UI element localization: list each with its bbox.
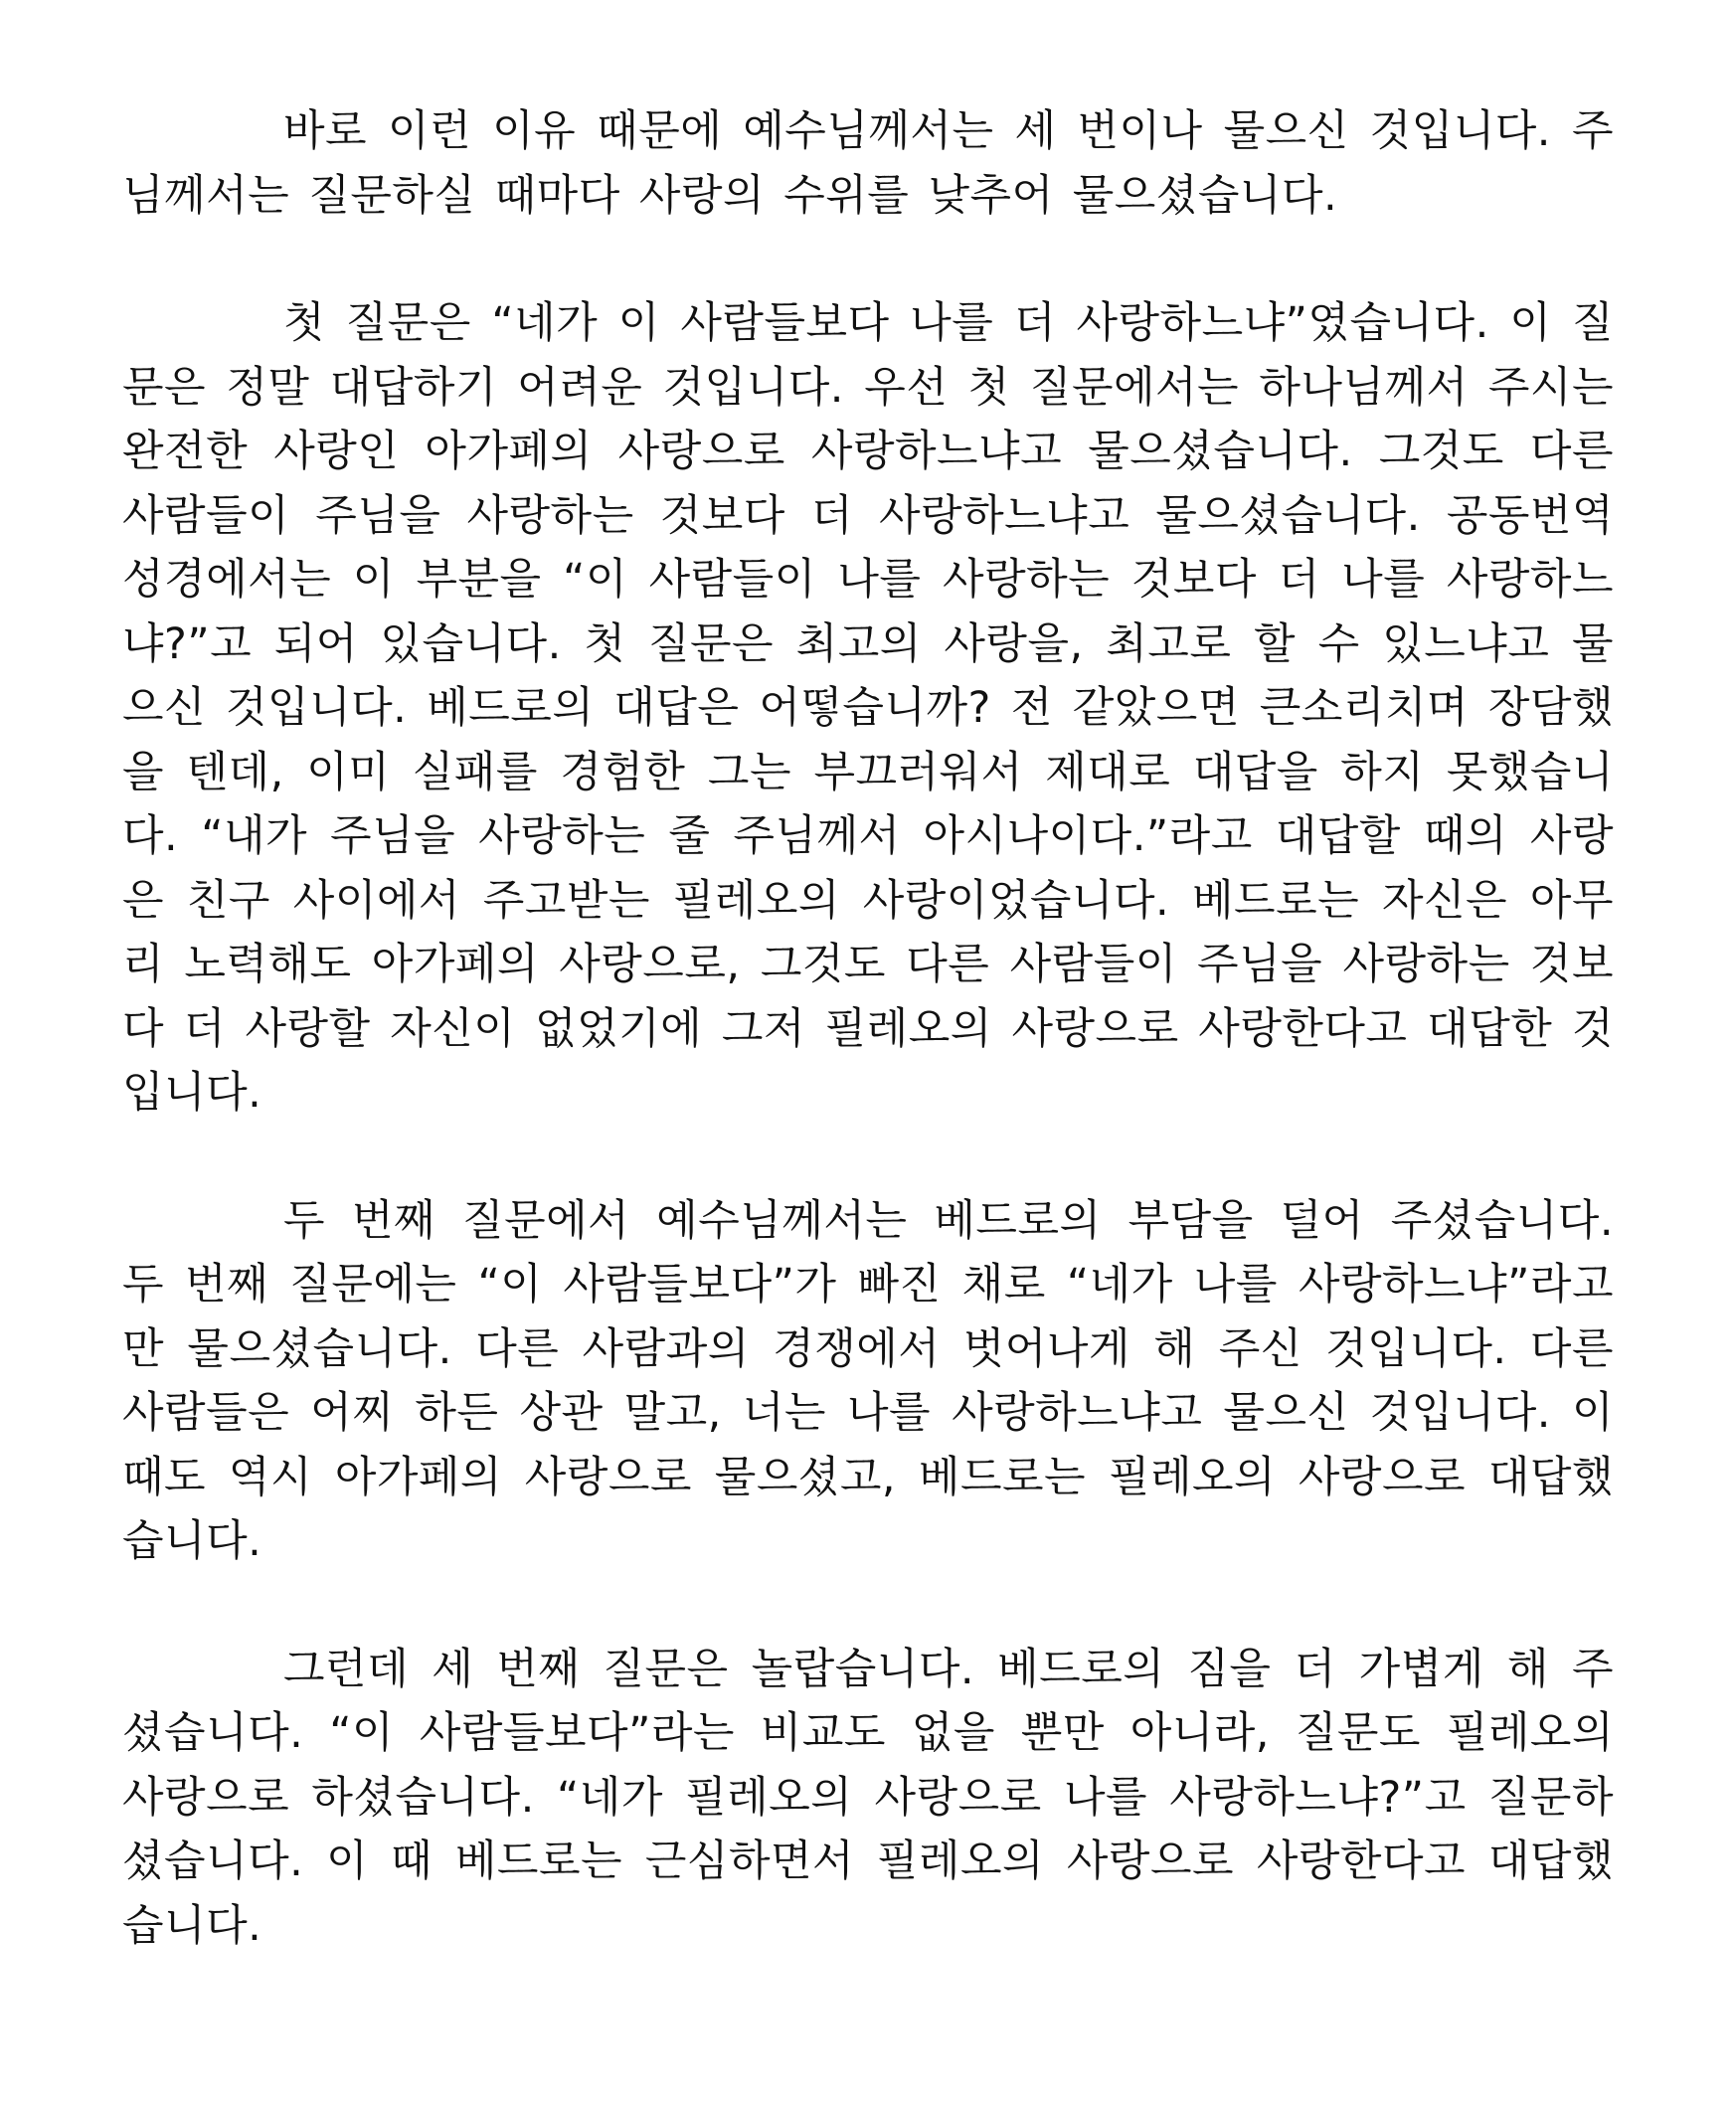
paragraph-4: 그런데 세 번째 질문은 놀랍습니다. 베드로의 짐을 더 가볍게 해 주셨습니다. “이 사람들보다”라는 비교도 없을 뿐만 아니라, 질문도 필레오의 사랑으로 하셨습니다. “네가 필레오의 사랑으로 나를 사랑하느냐?”고 질문하셨습니다. 이 때 베드로는 근심하면서 필레오의 사랑으로 사랑한다고 대답했습니다.	[122, 1644, 1614, 1951]
paragraph-3: 두 번째 질문에서 예수님께서는 베드로의 부담을 덜어 주셨습니다. 두 번째 질문에는 “이 사람들보다”가 빠진 채로 “네가 나를 사랑하느냐”라고만 물으셨습니다. 다른 사람과의 경쟁에서 벗어나게 해 주신 것입니다. 다른 사람들은 어찌 하든 상관 말고, 너는 나를 사랑하느냐고 물으신 것입니다. 이때도 역시 아가페의 사랑으로 물으셨고, 베드로는 필레오의 사랑으로 대답했습니다.	[122, 1195, 1614, 1566]
paragraph-2: 첫 질문은 “네가 이 사람들보다 나를 더 사랑하느냐”였습니다. 이 질문은 정말 대답하기 어려운 것입니다. 우선 첫 질문에서는 하나님께서 주시는 완전한 사랑인 아가페의 사랑으로 사랑하느냐고 물으셨습니다. 그것도 다른 사람들이 주님을 사랑하는 것보다 더 사랑하느냐고 물으셨습니다. 공동번역 성경에서는 이 부분을 “이 사람들이 나를 사랑하는 것보다 더 나를 사랑하느냐?”고 되어 있습니다. 첫 질문은 최고의 사랑을, 최고로 할 수 있느냐고 물으신 것입니다. 베드로의 대답은 어떻습니까? 전 같았으면 큰소리치며 장담했을 텐데, 이미 실패를 경험한 그는 부끄러워서 제대로 대답을 하지 못했습니다. “내가 주님을 사랑하는 줄 주님께서 아시나이다.”라고 대답할 때의 사랑은 친구 사이에서 주고받는 필레오의 사랑이었습니다. 베드로는 자신은 아무리 노력해도 아가페의 사랑으로, 그것도 다른 사람들이 주님을 사랑하는 것보다 더 사랑할 자신이 없었기에 그저 필레오의 사랑으로 사랑한다고 대답한 것입니다.	[122, 298, 1614, 1118]
document-body	[122, 99, 1614, 1958]
paragraph-1: 바로 이런 이유 때문에 예수님께서는 세 번이나 물으신 것입니다. 주님께서는 질문하실 때마다 사랑의 수위를 낮추어 물으셨습니다.	[122, 106, 1614, 221]
